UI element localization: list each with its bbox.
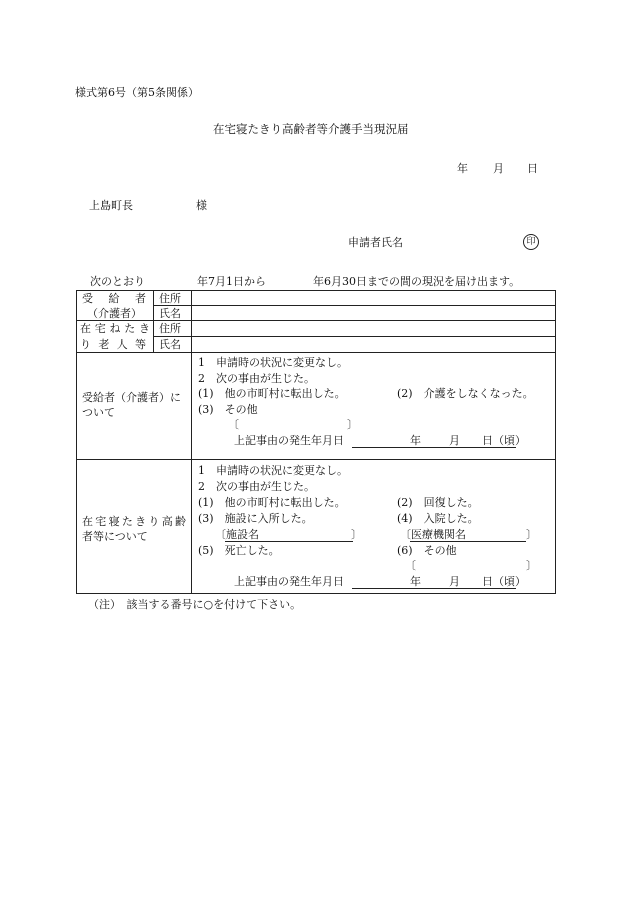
- caregiver-label: [80, 292, 148, 305]
- seal-mark-icon: 印: [523, 234, 539, 250]
- bedridden-label-char: た: [124, 322, 136, 335]
- bedridden-label-char: 人: [116, 338, 128, 351]
- section1-occurrence-year: 年: [410, 434, 421, 447]
- section1-option-2: 2 次の事由が生じた。: [198, 372, 315, 385]
- section2-label-char: り: [148, 515, 160, 528]
- section2-option-1: 1 申請時の状況に変更なし。: [198, 464, 348, 477]
- section2-reason-5: (5) 死亡した。: [198, 544, 280, 557]
- bedridden-label-char: り: [80, 338, 91, 351]
- bedridden-label-char: 宅: [94, 322, 106, 335]
- section2-occurrence-month: 月: [449, 575, 460, 588]
- section2-label-char: た: [121, 515, 133, 528]
- section2-label-char: 在: [82, 515, 93, 528]
- section1-occurrence-month: 月: [449, 434, 460, 447]
- date-day-label: 日: [527, 162, 538, 175]
- section2-label-char: 高: [161, 515, 173, 528]
- caregiver-label-char: 者: [135, 292, 146, 305]
- section2-label-line1: [82, 515, 186, 528]
- intro-text-2: 年7月1日から: [197, 275, 266, 288]
- section1-reason-2: (2) 介護をしなくなった。: [397, 387, 534, 400]
- intro-text-3: 年6月30日までの間の現況を届け出ます。: [313, 275, 521, 288]
- section2-bracket-close: 〕: [526, 559, 537, 572]
- table-border-top: [76, 290, 556, 291]
- caregiver-label-sub: （介護者）: [87, 307, 142, 320]
- section1-option-1: 1 申請時の状況に変更なし。: [198, 356, 348, 369]
- section1-occurrence-label: 上記事由の発生年月日: [234, 434, 344, 447]
- bedridden-name-label: 氏名: [159, 338, 181, 351]
- section1-reason-3: (3) その他: [198, 403, 258, 416]
- table-border-left: [76, 290, 77, 594]
- caregiver-name-label: 氏名: [159, 307, 181, 320]
- section2-reason-2: (2) 回復した。: [397, 496, 479, 509]
- section2-bracket-open: 〔: [405, 559, 416, 572]
- page-title: 在宅寝たきり高齢者等介護手当現況届: [213, 122, 409, 136]
- bedridden-label-char: 在: [80, 322, 91, 335]
- bedridden-label-char: き: [139, 322, 150, 335]
- section2-reason-3: (3) 施設に入所した。: [198, 512, 313, 525]
- section1-occurrence-day: 日（頃）: [482, 434, 526, 447]
- hospital-name-label: 医療機関名: [411, 528, 466, 541]
- addressee-honorific: 様: [196, 199, 207, 212]
- section2-occurrence-day: 日（頃）: [482, 575, 526, 588]
- section2-label-char: 宅: [95, 515, 107, 528]
- table-line: [76, 459, 556, 460]
- section2-reason-1: (1) 他の市町村に転出した。: [198, 496, 346, 509]
- section2-option-2: 2 次の事由が生じた。: [198, 480, 315, 493]
- table-border-right: [555, 290, 556, 594]
- table-line: [76, 320, 556, 321]
- bedridden-label-line1: [80, 322, 150, 335]
- facility-bracket-close: 〕: [351, 528, 362, 541]
- date-month-label: 月: [493, 162, 504, 175]
- section1-bracket-open: 〔: [228, 418, 239, 431]
- section2-occurrence-label: 上記事由の発生年月日: [234, 575, 344, 588]
- bedridden-label-char: 老: [98, 338, 110, 351]
- section2-label-line2: 者等について: [82, 530, 148, 543]
- form-number: 様式第6号（第5条関係）: [75, 86, 199, 99]
- table-line: [153, 305, 556, 306]
- section2-label-char: 齢: [174, 515, 186, 528]
- facility-name-label: 施設名: [226, 528, 259, 541]
- section2-reason-4: (4) 入院した。: [397, 512, 479, 525]
- date-year-label: 年: [457, 162, 468, 175]
- table-line: [153, 290, 154, 352]
- hospital-bracket-open: 〔: [400, 528, 411, 541]
- section1-bracket-close: 〕: [347, 418, 358, 431]
- table-line: [76, 352, 556, 353]
- addressee-name: 上島町長: [89, 199, 133, 212]
- section2-reason-6: (6) その他: [397, 544, 457, 557]
- section2-label-char: き: [135, 515, 147, 528]
- caregiver-label-char: 受: [82, 292, 93, 305]
- footnote: （注） 該当する番号に○を付けて下さい。: [88, 598, 302, 611]
- section2-label-char: 寝: [108, 515, 120, 528]
- section1-label-line1: 受給者（介護者）に: [82, 391, 181, 404]
- intro-text-1: 次のとおり: [90, 275, 145, 288]
- hospital-bracket-close: 〕: [526, 528, 537, 541]
- section1-reason-1: (1) 他の市町村に転出した。: [198, 387, 346, 400]
- bedridden-label-char: 等: [134, 338, 146, 351]
- bedridden-label-line2: [80, 338, 146, 351]
- caregiver-address-label: 住所: [159, 292, 181, 305]
- table-line: [191, 290, 192, 594]
- table-line: [153, 336, 556, 337]
- facility-bracket-open: 〔: [215, 528, 226, 541]
- section1-label-line2: ついて: [82, 406, 115, 419]
- section2-occurrence-year: 年: [410, 575, 421, 588]
- table-border-bottom: [76, 593, 556, 594]
- bedridden-label-char: ね: [109, 322, 121, 335]
- caregiver-label-char: 給: [108, 292, 120, 305]
- applicant-name-label: 申請者氏名: [348, 236, 403, 249]
- bedridden-address-label: 住所: [159, 322, 181, 335]
